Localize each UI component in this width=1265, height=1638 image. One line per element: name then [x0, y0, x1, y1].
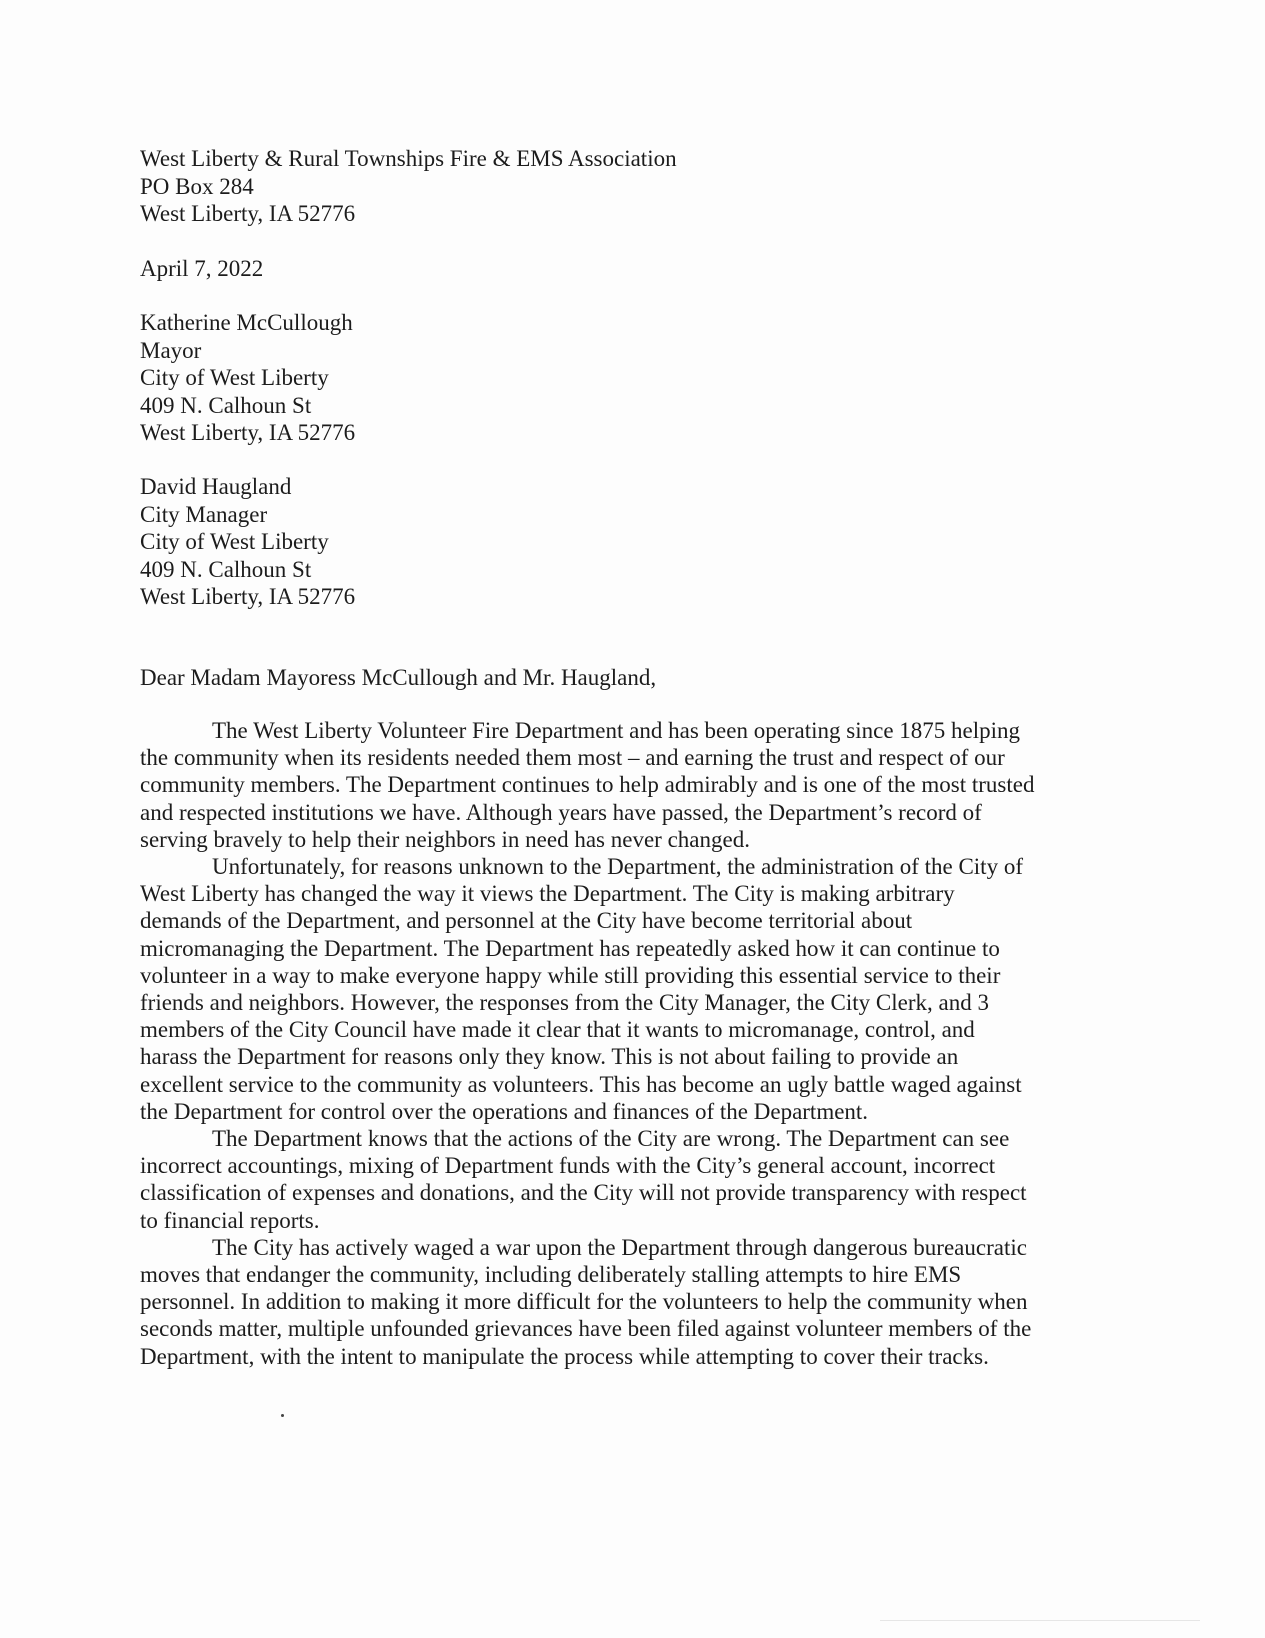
recipient-mayor-address [140, 309, 355, 447]
body-line: micromanaging the Department. The Department has repeatedly asked how it can continue to [140, 935, 1000, 961]
body-line: demands of the Department, and personnel at the City have become territorial about [140, 908, 913, 934]
body-line: moves that endanger the community, including deliberately stalling attempts to hire EMS [140, 1262, 962, 1288]
recipient-line: City of West Liberty [140, 529, 329, 554]
recipient-line: City Manager [140, 501, 268, 527]
sender-line: West Liberty & Rural Townships Fire & EMS Association [140, 146, 677, 171]
letter-body [140, 717, 1140, 1370]
body-line: The West Liberty Volunteer Fire Department and has been operating since 1875 helping [212, 718, 1021, 743]
body-paragraph-1 [140, 717, 1140, 853]
recipient-line: 409 N. Calhoun St [140, 392, 312, 418]
body-line: and respected institutions we have. Although years have passed, the Department’s record of [140, 799, 982, 825]
body-line: harass the Department for reasons only they know. This is not about failing to provide an [140, 1044, 959, 1070]
salutation [140, 664, 656, 692]
body-line: members of the City Council have made it clear that it wants to micromanage, control, and [140, 1017, 975, 1043]
body-line: classification of expenses and donations, and the City will not provide transparency with respect [140, 1180, 1027, 1206]
body-line: excellent service to the community as volunteers. This has become an ugly battle waged against [140, 1071, 1022, 1097]
recipient-line: City of West Liberty [140, 365, 329, 390]
body-line: incorrect accountings, mixing of Department funds with the City’s general account, incorrect [140, 1153, 996, 1179]
recipient-line: Mayor [140, 337, 202, 363]
body-line: personnel. In addition to making it more difficult for the volunteers to help the community when [140, 1289, 1028, 1315]
body-line: The Department knows that the actions of the City are wrong. The Department can see [212, 1126, 1010, 1152]
recipient-line: West Liberty, IA 52776 [140, 584, 356, 609]
body-line: volunteer in a way to make everyone happy while still providing this essential service to their [140, 962, 1001, 988]
body-line: Department, with the intent to manipulate the process while attempting to cover their tracks. [140, 1343, 989, 1369]
recipient-line: David Haugland [140, 474, 292, 499]
body-paragraph-2 [140, 853, 1140, 1125]
scan-speck [281, 1414, 284, 1417]
body-line: community members. The Department continues to help admirably and is one of the most trusted [140, 772, 1035, 798]
body-line: seconds matter, multiple unfounded grievances have been filed against volunteer members of the [140, 1316, 1032, 1342]
body-line: to financial reports. [140, 1207, 320, 1233]
sender-address [140, 145, 677, 228]
recipient-manager-address [140, 473, 355, 611]
date-line: April 7, 2022 [140, 256, 264, 281]
body-paragraph-4 [140, 1234, 1140, 1370]
body-paragraph-3 [140, 1125, 1140, 1234]
sender-line: PO Box 284 [140, 173, 254, 199]
body-line: West Liberty has changed the way it views the Department. The City is making arbitrary [140, 881, 955, 907]
body-line: the Department for control over the operations and finances of the Department. [140, 1098, 869, 1124]
recipient-line: West Liberty, IA 52776 [140, 420, 356, 445]
letter-date [140, 255, 263, 283]
body-line: friends and neighbors. However, the responses from the City Manager, the City Clerk, and 3 [140, 990, 989, 1016]
sender-line: West Liberty, IA 52776 [140, 201, 356, 226]
scan-edge-line [880, 1620, 1200, 1621]
body-line: serving bravely to help their neighbors in need has never changed. [140, 826, 750, 852]
recipient-line: 409 N. Calhoun St [140, 556, 312, 582]
body-line: Unfortunately, for reasons unknown to the Department, the administration of the City of [212, 854, 1023, 880]
salutation-line: Dear Madam Mayoress McCullough and Mr. Haugland, [140, 665, 657, 690]
body-line: The City has actively waged a war upon the Department through dangerous bureaucratic [212, 1234, 1027, 1260]
body-line: the community when its residents needed them most – and earning the trust and respect of our [140, 745, 1005, 771]
recipient-line: Katherine McCullough [140, 310, 353, 335]
